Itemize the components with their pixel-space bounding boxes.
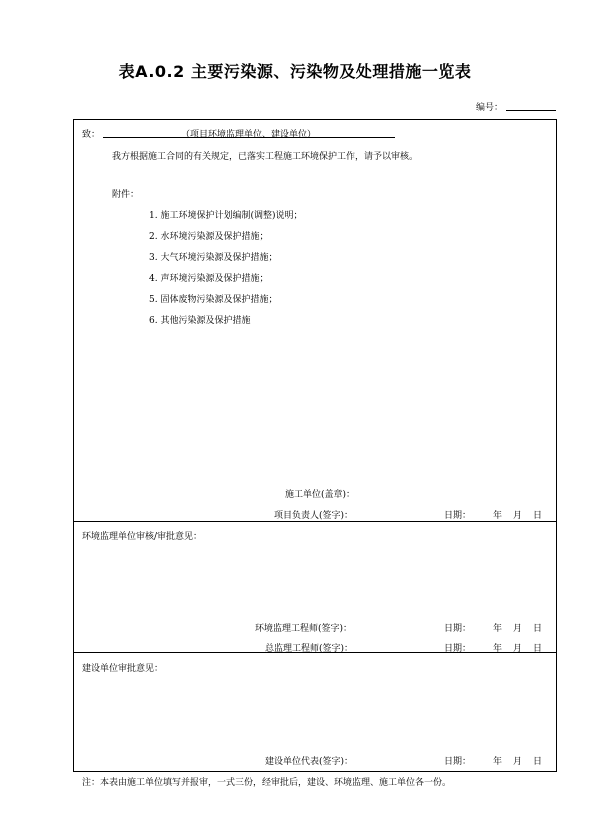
date-label: 日期： [444,624,472,634]
date-label: 日期： [444,511,472,521]
year-label: 年 [493,757,503,767]
supervision-opinion-heading: 环境监理单位审核/审批意见： [82,532,203,542]
attachment-item: 4. 声环境污染源及保护措施； [149,274,269,284]
month-label: 月 [513,511,523,521]
day-label: 日 [533,644,543,654]
to-value: （项目环境监理单位、建设单位） [181,130,317,140]
owner-rep-label: 建设单位代表(签字)： [265,757,354,767]
attachment-item: 3. 大气环境污染源及保护措施； [149,253,278,263]
day-label: 日 [533,511,543,521]
form-table [73,119,557,772]
to-label: 致： [82,130,101,140]
serial-label: 编号： [476,103,504,113]
month-label: 月 [513,624,523,634]
footnote: 注：本表由施工单位填写并报审，一式三份，经审批后，建设、环境监理、施工单位各一份。 [82,778,452,788]
attachment-item: 1. 施工环境保护计划编制(调整)说明； [149,211,303,221]
attachment-item: 2. 水环境污染源及保护措施； [149,232,269,242]
page-title: 表A.0.2 主要污染源、污染物及处理措施一览表 [118,62,472,81]
statement-text: 我方根据施工合同的有关规定，已落实工程施工环境保护工作，请予以审核。 [112,152,419,162]
year-label: 年 [493,624,503,634]
attachment-item: 5. 固体废物污染源及保护措施； [149,295,278,305]
year-label: 年 [493,511,503,521]
section-divider-1 [73,521,557,522]
month-label: 月 [513,644,523,654]
day-label: 日 [533,624,543,634]
day-label: 日 [533,757,543,767]
env-engineer-label: 环境监理工程师(签字)： [255,624,353,634]
owner-opinion-heading: 建设单位审批意见： [82,664,164,674]
contractor-seal-label: 施工单位(盖章)： [285,490,356,500]
attachment-item: 6. 其他污染源及保护措施 [149,316,251,326]
serial-number-field[interactable] [506,110,556,111]
date-label: 日期： [444,757,472,767]
project-manager-label: 项目负责人(签字)： [274,511,354,521]
date-label: 日期： [444,644,472,654]
attachments-label: 附件： [112,190,140,200]
month-label: 月 [513,757,523,767]
chief-engineer-label: 总监理工程师(签字)： [265,644,354,654]
year-label: 年 [493,644,503,654]
